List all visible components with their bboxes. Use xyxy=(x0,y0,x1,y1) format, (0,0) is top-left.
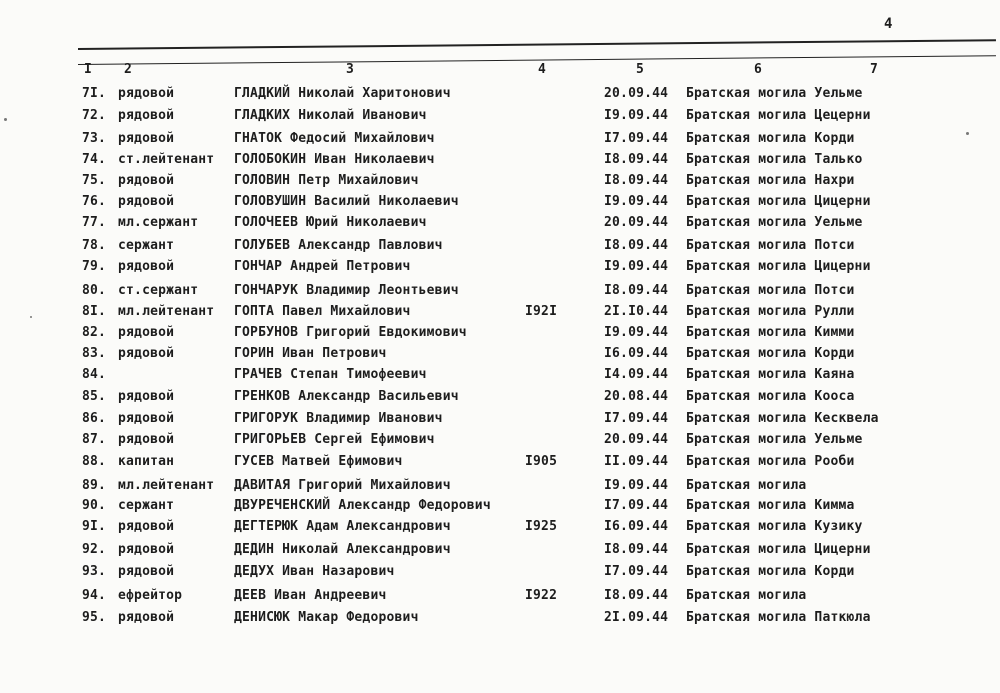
row-rank: мл.лейтенант xyxy=(118,304,215,319)
row-number: 82. xyxy=(82,325,107,340)
row-death-date: I8.09.44 xyxy=(604,542,669,557)
scan-speck xyxy=(966,132,969,135)
row-name: ГОЛУБЕВ Александр Павлович xyxy=(234,238,443,253)
row-death-date: I9.09.44 xyxy=(604,325,669,340)
row-number: 87. xyxy=(82,432,107,447)
header-rule-top xyxy=(78,39,996,50)
row-name: ДЕГТЕРЮК Адам Александрович xyxy=(234,519,451,534)
row-burial-place: Братская могила Корди xyxy=(686,346,855,361)
column-header-1: I xyxy=(84,62,92,77)
row-death-date: I7.09.44 xyxy=(604,131,669,146)
row-death-date: 20.08.44 xyxy=(604,389,669,404)
row-number: 76. xyxy=(82,194,107,209)
row-name: ГРИГОРУК Владимир Иванович xyxy=(234,411,443,426)
row-death-date: I8.09.44 xyxy=(604,238,669,253)
row-death-date: I9.09.44 xyxy=(604,259,669,274)
row-burial-place: Братская могила Кооса xyxy=(686,389,855,404)
row-rank: сержант xyxy=(118,238,175,253)
row-name: ГОЛОВИН Петр Михайлович xyxy=(234,173,419,188)
row-rank: рядовой xyxy=(118,610,175,625)
row-name: ГЛАДКИЙ Николай Харитонович xyxy=(234,86,451,101)
row-burial-place: Братская могила Кимма xyxy=(686,498,855,513)
row-burial-place: Братская могила Цицерни xyxy=(686,194,871,209)
row-number: 74. xyxy=(82,152,107,167)
row-name: ГОПТА Павел Михайлович xyxy=(234,304,411,319)
row-number: 93. xyxy=(82,564,107,579)
row-number: 77. xyxy=(82,215,107,230)
row-rank: рядовой xyxy=(118,346,175,361)
row-birth-year: I905 xyxy=(525,454,558,469)
row-burial-place: Братская могила Талько xyxy=(686,152,863,167)
row-death-date: I6.09.44 xyxy=(604,519,669,534)
row-name: ГОРИН Иван Петрович xyxy=(234,346,387,361)
row-number: 94. xyxy=(82,588,107,603)
row-burial-place: Братская могила Каяна xyxy=(686,367,855,382)
row-death-date: 2I.I0.44 xyxy=(604,304,669,319)
row-number: 84. xyxy=(82,367,107,382)
row-number: 79. xyxy=(82,259,107,274)
row-rank: капитан xyxy=(118,454,175,469)
row-burial-place: Братская могила Корди xyxy=(686,564,855,579)
header-rule-bottom xyxy=(78,55,996,65)
row-death-date: I4.09.44 xyxy=(604,367,669,382)
row-burial-place: Братская могила Корди xyxy=(686,131,855,146)
row-name: ГОРБУНОВ Григорий Евдокимович xyxy=(234,325,467,340)
row-death-date: I7.09.44 xyxy=(604,411,669,426)
column-header-5: 5 xyxy=(636,62,644,77)
row-death-date: 2I.09.44 xyxy=(604,610,669,625)
row-burial-place: Братская могила Кузику xyxy=(686,519,863,534)
row-rank: ст.сержант xyxy=(118,283,199,298)
row-name: ДЕЕВ Иван Андреевич xyxy=(234,588,387,603)
row-rank: рядовой xyxy=(118,325,175,340)
row-rank: рядовой xyxy=(118,389,175,404)
row-name: ГЛАДКИХ Николай Иванович xyxy=(234,108,427,123)
row-number: 72. xyxy=(82,108,107,123)
row-death-date: I8.09.44 xyxy=(604,588,669,603)
scan-speck xyxy=(4,118,7,121)
row-name: ДЕДИН Николай Александрович xyxy=(234,542,451,557)
column-header-2: 2 xyxy=(124,62,132,77)
row-death-date: 20.09.44 xyxy=(604,215,669,230)
row-death-date: I9.09.44 xyxy=(604,478,669,493)
row-rank: мл.сержант xyxy=(118,215,199,230)
row-burial-place: Братская могила Цицерни xyxy=(686,542,871,557)
row-death-date: I9.09.44 xyxy=(604,194,669,209)
row-number: 85. xyxy=(82,389,107,404)
column-header-3: 3 xyxy=(346,62,354,77)
row-number: 80. xyxy=(82,283,107,298)
row-death-date: I6.09.44 xyxy=(604,346,669,361)
row-burial-place: Братская могила Уельме xyxy=(686,86,863,101)
row-rank: рядовой xyxy=(118,411,175,426)
row-death-date: II.09.44 xyxy=(604,454,669,469)
row-burial-place: Братская могила xyxy=(686,478,807,493)
row-death-date: I7.09.44 xyxy=(604,498,669,513)
row-name: ГРЕНКОВ Александр Васильевич xyxy=(234,389,459,404)
row-number: 83. xyxy=(82,346,107,361)
column-header-4: 4 xyxy=(538,62,546,77)
row-burial-place: Братская могила Кесквела xyxy=(686,411,879,426)
row-burial-place: Братская могила xyxy=(686,588,807,603)
row-rank: рядовой xyxy=(118,432,175,447)
row-name: ГОЛОЧЕЕВ Юрий Николаевич xyxy=(234,215,427,230)
row-death-date: 20.09.44 xyxy=(604,432,669,447)
row-burial-place: Братская могила Рулли xyxy=(686,304,855,319)
row-rank: ст.лейтенант xyxy=(118,152,215,167)
column-header-6: 6 xyxy=(754,62,762,77)
row-name: ГРИГОРЬЕВ Сергей Ефимович xyxy=(234,432,435,447)
row-name: ДВУРЕЧЕНСКИЙ Александр Федорович xyxy=(234,498,491,513)
scan-speck xyxy=(30,316,32,318)
row-burial-place: Братская могила Цецерни xyxy=(686,108,871,123)
row-death-date: I8.09.44 xyxy=(604,283,669,298)
row-name: ГОНЧАРУК Владимир Леонтьевич xyxy=(234,283,459,298)
row-number: 88. xyxy=(82,454,107,469)
row-name: ГОЛОВУШИН Василий Николаевич xyxy=(234,194,459,209)
row-birth-year: I92I xyxy=(525,304,558,319)
row-name: ГОНЧАР Андрей Петрович xyxy=(234,259,411,274)
row-burial-place: Братская могила Потси xyxy=(686,283,855,298)
row-name: ГРАЧЕВ Степан Тимофеевич xyxy=(234,367,427,382)
row-number: 86. xyxy=(82,411,107,426)
page-number: 4 xyxy=(884,16,893,32)
row-number: 9I. xyxy=(82,519,107,534)
row-number: 78. xyxy=(82,238,107,253)
row-number: 73. xyxy=(82,131,107,146)
row-name: ГОЛОБОКИН Иван Николаевич xyxy=(234,152,435,167)
row-name: ГНАТОК Федосий Михайлович xyxy=(234,131,435,146)
row-burial-place: Братская могила Рооби xyxy=(686,454,855,469)
row-number: 7I. xyxy=(82,86,107,101)
row-rank: рядовой xyxy=(118,564,175,579)
row-rank: рядовой xyxy=(118,259,175,274)
row-burial-place: Братская могила Цицерни xyxy=(686,259,871,274)
row-burial-place: Братская могила Кимми xyxy=(686,325,855,340)
row-name: ДЕДУХ Иван Назарович xyxy=(234,564,395,579)
row-burial-place: Братская могила Уельме xyxy=(686,215,863,230)
row-death-date: I8.09.44 xyxy=(604,152,669,167)
column-header-7: 7 xyxy=(870,62,878,77)
row-rank: рядовой xyxy=(118,86,175,101)
row-death-date: I9.09.44 xyxy=(604,108,669,123)
row-birth-year: I922 xyxy=(525,588,558,603)
row-rank: рядовой xyxy=(118,131,175,146)
row-name: ДЕНИСЮК Макар Федорович xyxy=(234,610,419,625)
row-number: 89. xyxy=(82,478,107,493)
row-rank: мл.лейтенант xyxy=(118,478,215,493)
row-burial-place: Братская могила Уельме xyxy=(686,432,863,447)
row-rank: сержант xyxy=(118,498,175,513)
row-death-date: I8.09.44 xyxy=(604,173,669,188)
row-burial-place: Братская могила Нахри xyxy=(686,173,855,188)
row-number: 92. xyxy=(82,542,107,557)
row-name: ДАВИТАЯ Григорий Михайлович xyxy=(234,478,451,493)
row-rank: рядовой xyxy=(118,173,175,188)
row-death-date: I7.09.44 xyxy=(604,564,669,579)
row-number: 8I. xyxy=(82,304,107,319)
row-rank: рядовой xyxy=(118,542,175,557)
row-number: 75. xyxy=(82,173,107,188)
row-death-date: 20.09.44 xyxy=(604,86,669,101)
row-rank: рядовой xyxy=(118,194,175,209)
row-burial-place: Братская могила Потси xyxy=(686,238,855,253)
row-number: 95. xyxy=(82,610,107,625)
row-number: 90. xyxy=(82,498,107,513)
row-rank: рядовой xyxy=(118,519,175,534)
row-rank: рядовой xyxy=(118,108,175,123)
row-name: ГУСЕВ Матвей Ефимович xyxy=(234,454,403,469)
row-burial-place: Братская могила Паткюла xyxy=(686,610,871,625)
row-birth-year: I925 xyxy=(525,519,558,534)
row-rank: ефрейтор xyxy=(118,588,183,603)
